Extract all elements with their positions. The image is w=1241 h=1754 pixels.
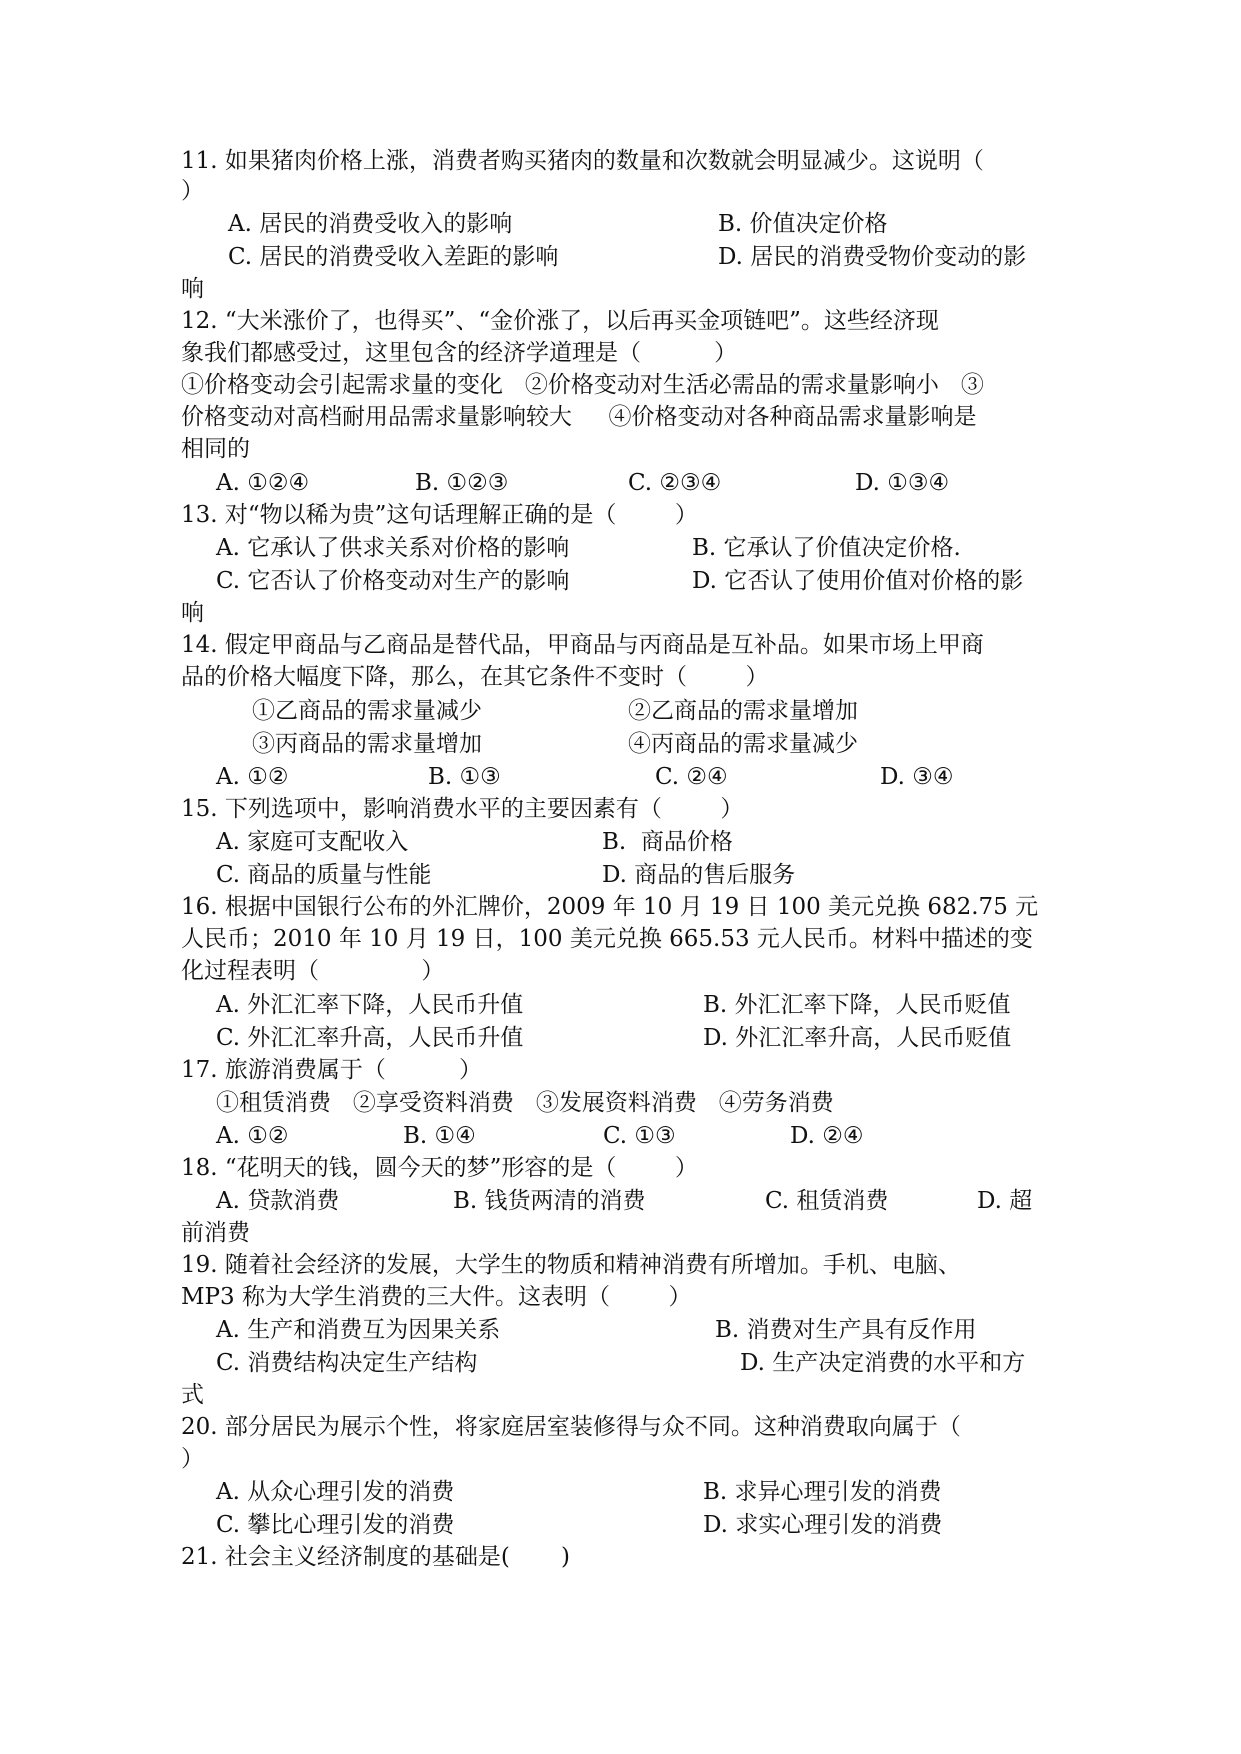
text-line: ②乙商品的需求量增加 <box>628 698 858 724</box>
text-line: A. ①② <box>216 1123 289 1149</box>
text-line: A. 它承认了供求关系对价格的影响 <box>216 535 570 561</box>
text-line: D. ③④ <box>880 764 954 790</box>
text-line: ④丙商品的需求量减少 <box>628 731 858 757</box>
text-line: 12. “大米涨价了，也得买”、“金价涨了，以后再买金项链吧”。这些经济现 <box>181 308 939 334</box>
text-line: B. 它承认了价值决定价格. <box>692 535 961 561</box>
text-line: C. ②④ <box>655 764 728 790</box>
text-line: 相同的 <box>181 436 250 462</box>
text-line: 14. 假定甲商品与乙商品是替代品，甲商品与丙商品是互补品。如果市场上甲商 <box>181 632 984 658</box>
text-line: 式 <box>181 1382 204 1408</box>
text-line: 20. 部分居民为展示个性，将家庭居室装修得与众不同。这种消费取向属于（ <box>181 1414 961 1440</box>
text-line: B. 消费对生产具有反作用 <box>715 1317 977 1343</box>
text-line: C. ②③④ <box>628 470 722 496</box>
text-line: 人民币；2010 年 10 月 19 日，100 美元兑换 665.53 元人民币。材料中描述的变 <box>181 926 1033 952</box>
text-line: A. 贷款消费 <box>216 1188 340 1214</box>
text-line: ） <box>181 1446 204 1472</box>
text-line: 价格变动对高档耐用品需求量影响较大 ④价格变动对各种商品需求量影响是 <box>181 404 977 430</box>
text-line: A. ①②④ <box>216 470 310 496</box>
text-line: MP3 称为大学生消费的三大件。这表明（ ） <box>181 1284 692 1310</box>
text-line: 品的价格大幅度下降，那么，在其它条件不变时（ ） <box>181 664 769 690</box>
text-line: D. 外汇汇率升高，人民币贬值 <box>703 1025 1012 1051</box>
text-line: A. 家庭可支配收入 <box>216 829 409 855</box>
text-line: B. ①③ <box>428 764 501 790</box>
text-line: 象我们都感受过，这里包含的经济学道理是（ ） <box>181 340 738 366</box>
text-line: D. ②④ <box>790 1123 864 1149</box>
text-line: C. 消费结构决定生产结构 <box>216 1350 478 1376</box>
text-line: B. ①④ <box>403 1123 476 1149</box>
text-line: B. 外汇汇率下降，人民币贬值 <box>703 992 1011 1018</box>
text-line: D. 居民的消费受物价变动的影 <box>718 244 1027 270</box>
text-line: C. ①③ <box>603 1123 676 1149</box>
text-line: 响 <box>181 276 204 302</box>
text-line: B. 价值决定价格 <box>718 211 888 237</box>
text-line: A. 居民的消费受收入的影响 <box>228 211 513 237</box>
text-line: ①乙商品的需求量减少 <box>252 698 482 724</box>
text-line: 化过程表明（ ） <box>181 958 445 984</box>
text-line: ①价格变动会引起需求量的变化 ②价格变动对生活必需品的需求量影响小 ③ <box>181 372 984 398</box>
text-line: C. 租赁消费 <box>765 1188 889 1214</box>
text-line: 17. 旅游消费属于（ ） <box>181 1057 482 1083</box>
text-line: C. 它否认了价格变动对生产的影响 <box>216 568 570 594</box>
text-line: ） <box>181 178 204 204</box>
text-line: ①租赁消费 ②享受资料消费 ③发展资料消费 ④劳务消费 <box>216 1090 834 1116</box>
text-line: D. 超 <box>977 1188 1033 1214</box>
text-line: D. 求实心理引发的消费 <box>703 1512 943 1538</box>
text-line: A. 从众心理引发的消费 <box>216 1479 455 1505</box>
text-line: D. 它否认了使用价值对价格的影 <box>692 568 1024 594</box>
text-line: 18. “花明天的钱，圆今天的梦”形容的是（ ） <box>181 1155 698 1181</box>
text-line: A. 外汇汇率下降，人民币升值 <box>216 992 524 1018</box>
text-line: C. 居民的消费受收入差距的影响 <box>228 244 559 270</box>
text-line: C. 商品的质量与性能 <box>216 862 432 888</box>
text-line: B. 商品价格 <box>602 829 733 855</box>
text-line: B. 求异心理引发的消费 <box>703 1479 942 1505</box>
text-line: 15. 下列选项中，影响消费水平的主要因素有（ ） <box>181 796 744 822</box>
text-line: D. ①③④ <box>855 470 950 496</box>
text-line: 响 <box>181 600 204 626</box>
text-line: C. 外汇汇率升高，人民币升值 <box>216 1025 524 1051</box>
text-line: 16. 根据中国银行公布的外汇牌价，2009 年 10 月 19 日 100 美元兑换 682.75 元 <box>181 894 1039 920</box>
text-line: D. 商品的售后服务 <box>602 862 796 888</box>
text-line: 19. 随着社会经济的发展，大学生的物质和精神消费有所增加。手机、电脑、 <box>181 1252 961 1278</box>
text-line: A. ①② <box>216 764 289 790</box>
text-line: ③丙商品的需求量增加 <box>252 731 482 757</box>
text-line: D. 生产决定消费的水平和方 <box>740 1350 1026 1376</box>
text-line: 13. 对“物以稀为贵”这句话理解正确的是（ ） <box>181 502 698 528</box>
text-line: B. 钱货两清的消费 <box>453 1188 646 1214</box>
text-line: 21. 社会主义经济制度的基础是( ) <box>181 1544 571 1570</box>
text-line: 前消费 <box>181 1220 250 1246</box>
text-line: C. 攀比心理引发的消费 <box>216 1512 455 1538</box>
text-line: A. 生产和消费互为因果关系 <box>216 1317 501 1343</box>
text-line: 11. 如果猪肉价格上涨，消费者购买猪肉的数量和次数就会明显减少。这说明（ <box>181 148 984 174</box>
text-line: B. ①②③ <box>415 470 509 496</box>
